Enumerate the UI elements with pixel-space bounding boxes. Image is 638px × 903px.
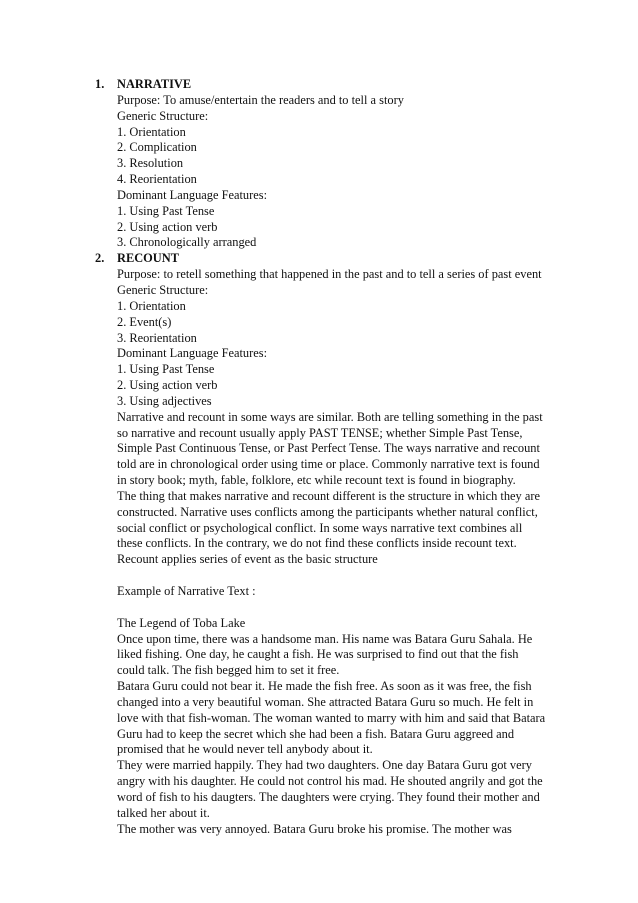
text-line: Generic Structure: xyxy=(117,108,209,123)
text-line: Recount applies series of event as the basic structure xyxy=(117,552,378,567)
text-line: 2. Using action verb xyxy=(117,378,218,393)
story-line: The mother was very annoyed. Batara Guru broke his promise. The mother was xyxy=(117,821,512,836)
text-line: Dominant Language Features: xyxy=(117,187,268,202)
section-title: NARRATIVE xyxy=(117,77,192,91)
text-line: The thing that makes narrative and recount different is the structure in which they are xyxy=(117,488,540,503)
story-line: Guru had to keep the secret which she had been a fish. Batara Guru aggreed and xyxy=(117,726,515,741)
section-number: 1. xyxy=(95,77,105,91)
section-body-narrative xyxy=(95,93,575,251)
text-line: 2. Event(s) xyxy=(117,314,172,329)
text-line: Dominant Language Features: xyxy=(117,346,268,361)
section-number: 2. xyxy=(95,251,105,266)
story-line: could talk. The fish begged him to set it free. xyxy=(117,663,340,678)
story-line: promised that he would never tell anybody about it. xyxy=(117,742,373,757)
text-line: Generic Structure: xyxy=(117,282,209,297)
text-line: 4. Reorientation xyxy=(117,172,197,187)
story-line: talked her about it. xyxy=(117,805,210,820)
text-line: Simple Past Continuous Tense, or Past Perfect Tense. The ways narrative and recount xyxy=(117,441,540,456)
text-line: Purpose: To amuse/entertain the readers and to tell a story xyxy=(117,92,404,107)
text-line: 1. Using Past Tense xyxy=(117,362,215,377)
text-line: 1. Orientation xyxy=(117,298,186,313)
text-line: Purpose: to retell something that happened in the past and to tell a series of past event xyxy=(117,267,542,282)
section-body-recount xyxy=(95,267,575,837)
section-title: RECOUNT xyxy=(117,251,179,266)
text-line: 2. Complication xyxy=(117,140,197,155)
example-label: Example of Narrative Text : xyxy=(117,584,256,598)
text-line: in story book; myth, fable, folklore, etc while recount text is found in biography. xyxy=(117,473,516,488)
text-line: 3. Reorientation xyxy=(117,330,197,345)
text-line: 3. Resolution xyxy=(117,156,184,171)
section-heading-narrative xyxy=(95,77,575,93)
spacer xyxy=(117,600,575,616)
text-line: these conflicts. In the contrary, we do not find these conflicts inside recount text. xyxy=(117,536,517,551)
text-line: told are in chronological order using time or place. Commonly narrative text is found xyxy=(117,457,540,472)
story-title: The Legend of Toba Lake xyxy=(117,615,246,630)
spacer xyxy=(117,568,575,584)
story-line: love with that fish-woman. The woman wanted to marry with him and said that Batara xyxy=(117,710,546,725)
text-line: so narrative and recount usually apply PAST TENSE; whether Simple Past Tense, xyxy=(117,425,523,440)
story-line: liked fishing. One day, he caught a fish. He was surprised to find out that the fish xyxy=(117,647,519,662)
text-line: 2. Using action verb xyxy=(117,219,218,234)
story-line: Batara Guru could not bear it. He made the fish free. As soon as it was free, the fish xyxy=(117,679,532,694)
story-line: changed into a very beautiful woman. She attracted Batara Guru so much. He felt in xyxy=(117,694,534,709)
story-line: word of fish to his daugters. The daughters were crying. They found their mother and xyxy=(117,789,540,804)
text-line: 3. Chronologically arranged xyxy=(117,235,257,250)
text-line: 3. Using adjectives xyxy=(117,393,212,408)
section-heading-recount xyxy=(95,251,575,267)
story-line: They were married happily. They had two daughters. One day Batara Guru got very xyxy=(117,758,532,773)
text-line: constructed. Narrative uses conflicts among the participants whether natural conflict, xyxy=(117,504,538,519)
story-line: angry with his daughter. He could not control his mad. He shouted angrily and got the xyxy=(117,774,543,789)
text-line: Narrative and recount in some ways are similar. Both are telling something in the past xyxy=(117,409,543,424)
text-line: social conflict or psychological conflict. In some ways narrative text combines all xyxy=(117,520,523,535)
document-content xyxy=(95,77,575,838)
text-line: 1. Orientation xyxy=(117,124,186,139)
story-line: Once upon time, there was a handsome man. His name was Batara Guru Sahala. He xyxy=(117,631,533,646)
text-line: 1. Using Past Tense xyxy=(117,203,215,218)
